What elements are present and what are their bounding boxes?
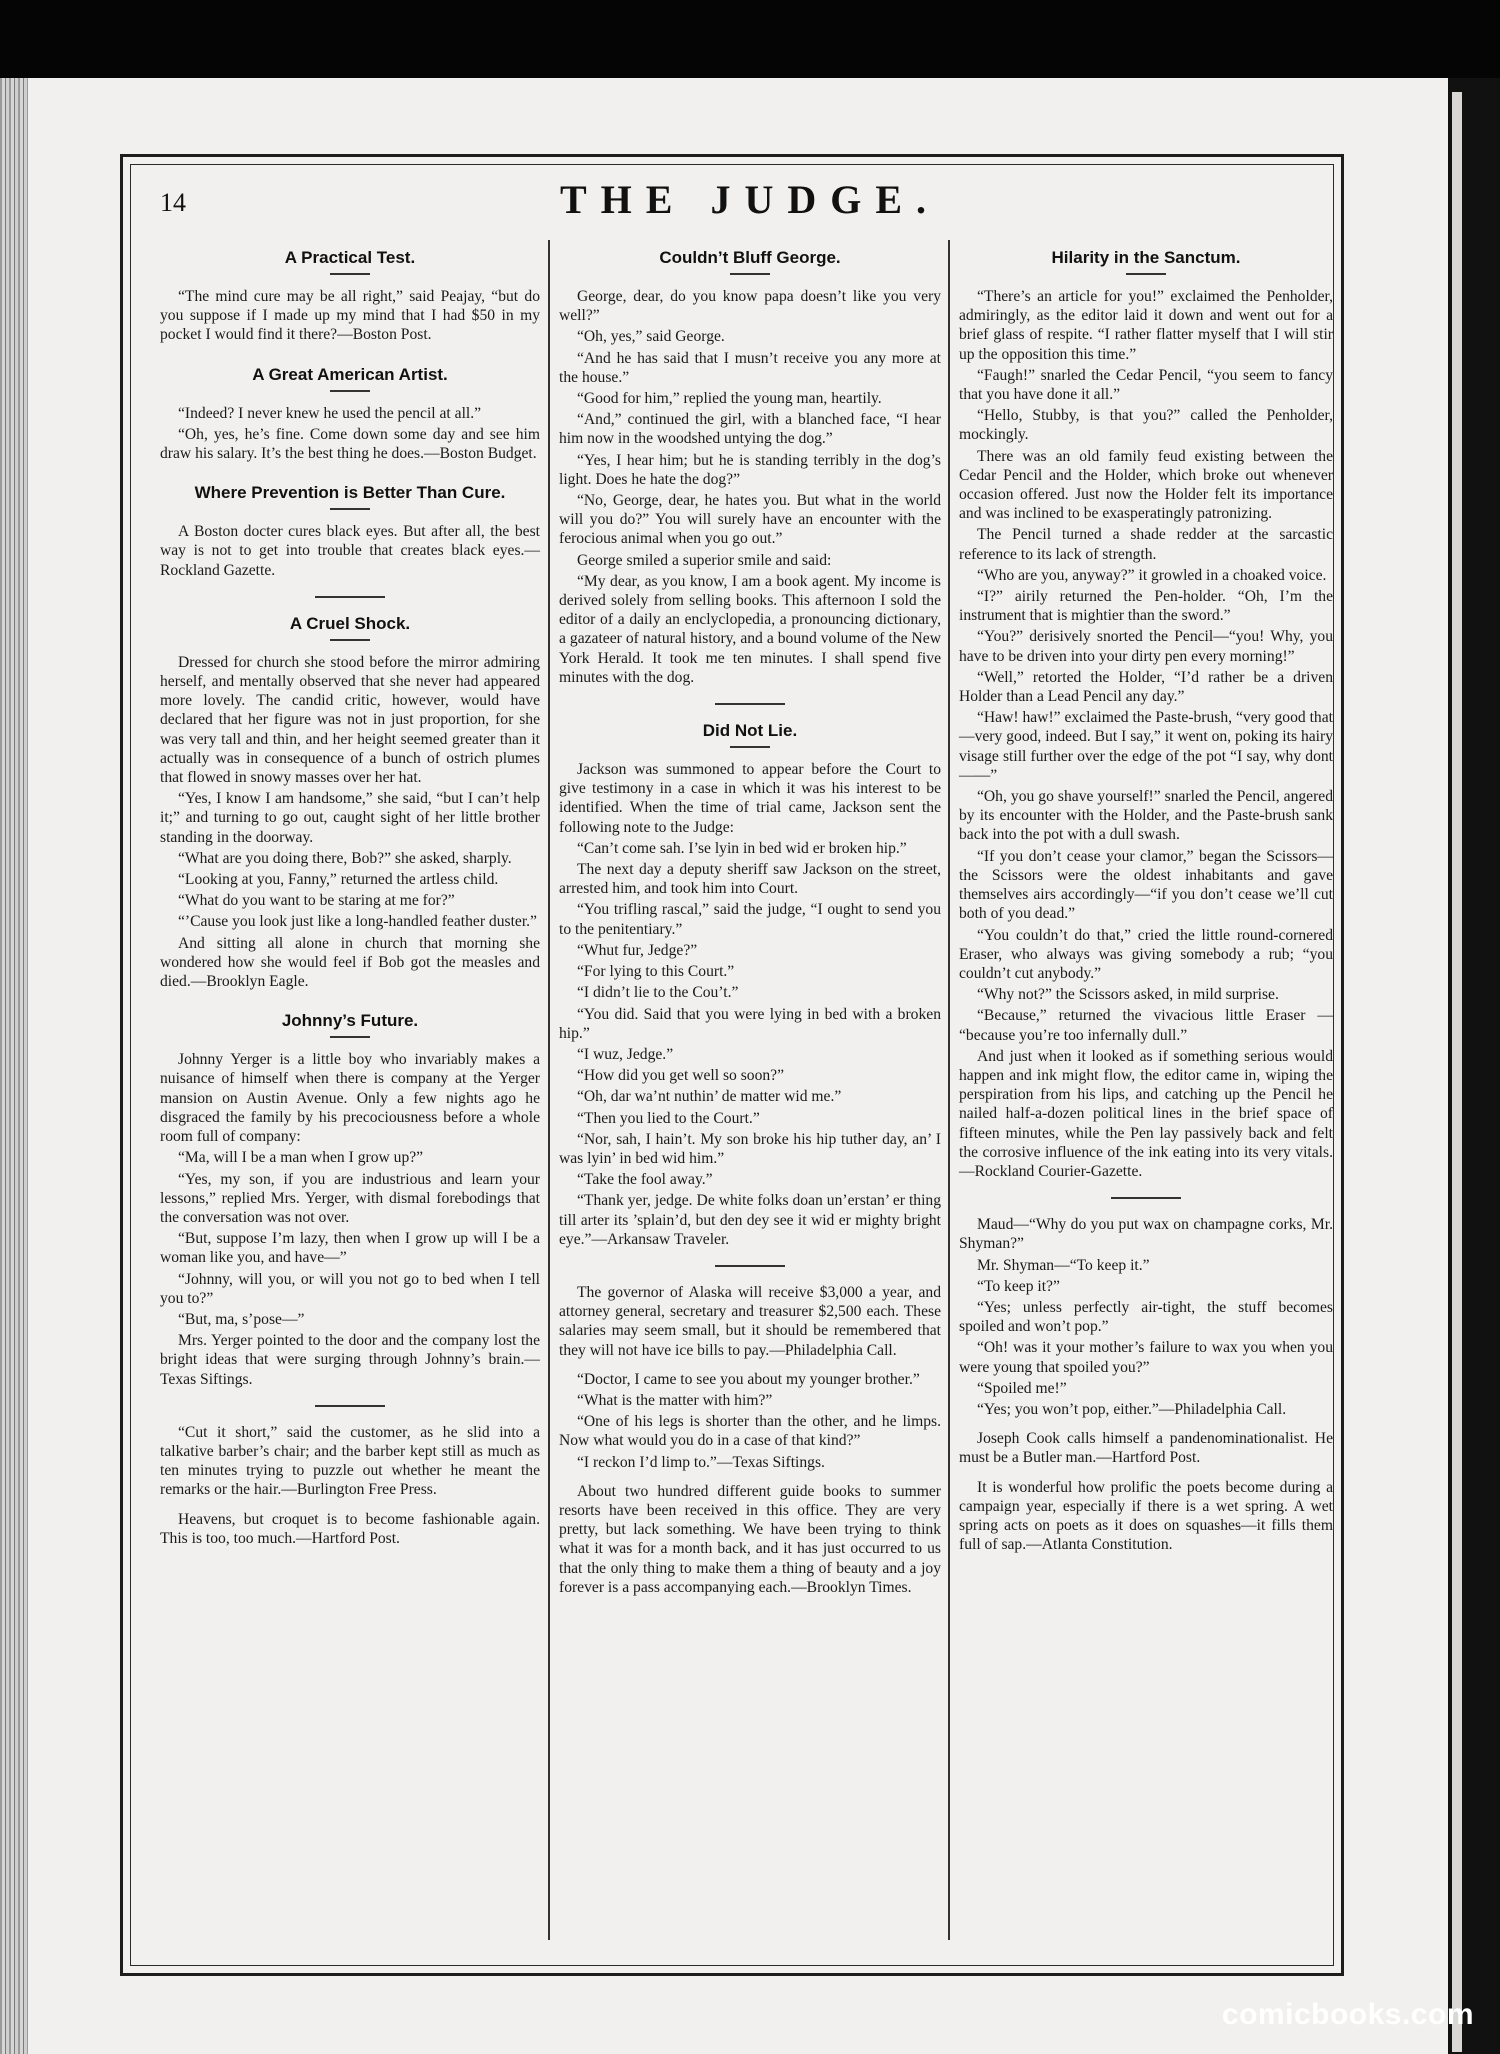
paragraph: Joseph Cook calls himself a pandenominationalist. He must be a Butler man.—Hartford Post.	[959, 1430, 1333, 1467]
paragraph: “I?” airily returned the Pen-holder. “Oh, I’m the instrument that is mightier than the sword.”	[959, 588, 1333, 625]
paragraph: “And,” continued the girl, with a blanched face, “I hear him now in the woodshed untying the dog.”	[559, 411, 941, 448]
paragraph: “Doctor, I came to see you about my younger brother.”	[577, 1370, 920, 1388]
paragraph: “Ma, will I be a man when I grow up?”	[178, 1149, 424, 1167]
paragraph: The governor of Alaska will receive $3,000 a year, and attorney general, secretary and treasurer $2,500 each. These salaries may seem small, but it should be remembered that they will not have ice bills to pay.—Philadelphia Call.	[559, 1283, 941, 1359]
article-title: A Cruel Shock.	[289, 613, 411, 633]
masthead-title: THE JUDGE.	[559, 177, 941, 222]
paragraph: “Haw! haw!” exclaimed the Paste-brush, “very good that—very good, indeed. But I say,” it went on, poking its hairy visage still further over the edge of the pot “I say, why dont——”	[959, 709, 1333, 784]
paragraph: “Yes, I know I am handsome,” she said, “but I can’t help it;” and turning to go out, caught sight of her little brother standing in the doorway.	[160, 790, 540, 846]
paragraph: “Can’t come sah. I’se lyin in bed wid er broken hip.”	[577, 839, 907, 857]
title-rule	[1126, 273, 1166, 275]
section-separator	[715, 703, 785, 705]
paragraph: Mr. Shyman—“To keep it.”	[977, 1256, 1150, 1274]
section-separator	[715, 1265, 785, 1267]
article-title: A Great American Artist.	[252, 364, 448, 384]
article-title: Johnny’s Future.	[281, 1011, 419, 1031]
article-title: Couldn’t Bluff George.	[659, 248, 841, 267]
paragraph: “Cut it short,” said the customer, as he slid into a talkative barber’s chair; and the barber kept still as much as ten minutes trying to puzzle out whether he meant the remarks or the hair.—Burlington Free Press.	[160, 1423, 540, 1499]
article-title: Did Not Lie.	[702, 721, 798, 741]
paragraph: And sitting all alone in church that morning she wondered how she would feel if Bob got the measles and died.—Brooklyn Eagle.	[160, 934, 540, 991]
section-separator	[1111, 1197, 1181, 1199]
paragraph: “Well,” retorted the Holder, “I’d rather be a driven Holder than a Lead Pencil any day.”	[959, 668, 1333, 706]
paragraph: “’Cause you look just like a long-handled feather duster.”	[178, 913, 537, 931]
paragraph: George, dear, do you know papa doesn’t like you very well?”	[559, 288, 941, 325]
paragraph: “How did you get well so soon?”	[577, 1067, 785, 1085]
paragraph: The Pencil turned a shade redder at the sarcastic reference to its lack of strength.	[959, 526, 1333, 563]
paragraph: “If you don’t cease your clamor,” began the Scissors—the Scissors were the oldest inhabitants and gave themselves airs accordingly—“if you don’t cease we’ll cut both of you dead.”	[959, 847, 1333, 923]
paragraph: “Why not?” the Scissors asked, in mild surprise.	[977, 986, 1279, 1004]
paragraph: And just when it looked as if something serious would happen and ink might flow, the editor came in, wiping the perspiration from his lips, and catching up the Pencil he nailed half-a-dozen political lines in the brief space of fifteen minutes, while the Pen lay passively back and felt the corrosive influence of the ink eating into its very vitals.—Rockland Courier-Gazette.	[959, 1047, 1333, 1180]
paragraph: “Thank yer, jedge. De white folks doan un’erstan’ er thing till arter its ’splain’d, but den dey see it wid er mighty bright eye.”—Arkansaw Traveler.	[559, 1192, 941, 1248]
paragraph: “Johnny, will you, or will you not go to bed when I tell you to?”	[160, 1270, 540, 1307]
binding-gutter	[0, 78, 28, 2054]
article-title: Where Prevention is Better Than Cure.	[194, 483, 506, 503]
paragraph: “What are you doing there, Bob?” she asked, sharply.	[178, 849, 512, 867]
paragraph: “Because,” returned the vivacious little Eraser — “because you’re too infernally dull.”	[959, 1007, 1333, 1044]
paragraph: “I didn’t lie to the Cou’t.”	[577, 984, 739, 1002]
title-rule	[730, 273, 770, 275]
paragraph: “You couldn’t do that,” cried the little round-cornered Eraser, who always was giving somebody a rub; “you couldn’t cut anybody.”	[959, 926, 1333, 982]
paragraph: “There’s an article for you!” exclaimed the Penholder, admiringly, as the editor laid it down and went out for a brief glass of respite. “I rather flatter myself that I will stir up the opposition this time.”	[959, 288, 1333, 363]
paragraph: “Yes; you won’t pop, either.”—Philadelphia Call.	[977, 1400, 1287, 1418]
paragraph: “And he has said that I musn’t receive you any more at the house.”	[559, 349, 941, 386]
paragraph: “For lying to this Court.”	[577, 963, 735, 981]
paragraph: The next day a deputy sheriff saw Jackson on the street, arrested him, and took him into Court.	[559, 861, 941, 898]
column-3	[959, 244, 1333, 1556]
site-watermark: comicbooks.com	[1221, 1998, 1474, 2031]
paragraph: “No, George, dear, he hates you. But what in the world will you do?” You will surely have an encounter with the ferocious animal when you go out.”	[559, 492, 941, 548]
section-separator	[315, 1405, 385, 1407]
paragraph: “The mind cure may be all right,” said Peajay, “but do you suppose if I made up my mind that I had $50 in my pocket I would find it there?—Boston Post.	[160, 288, 540, 344]
title-rule	[330, 273, 370, 275]
paragraph: “What do you want to be staring at me for?”	[178, 892, 455, 910]
paragraph: “Take the fool away.”	[577, 1171, 713, 1189]
paragraph: A Boston docter cures black eyes. But after all, the best way is not to get into trouble that creates black eyes.—Rockland Gazette.	[160, 523, 540, 579]
paragraph: “Oh, yes,” said George.	[577, 328, 725, 346]
paragraph: “Indeed? I never knew he used the pencil at all.”	[178, 404, 482, 422]
paragraph: “Good for him,” replied the young man, heartily.	[577, 390, 882, 408]
paragraph: About two hundred different guide books to summer resorts have been received in this office. They are very pretty, but lack something. We have been trying to think what it was for a month back, and it has just occurred to us that the only thing to make them a thing of beauty and a joy forever is a pass accompanying each.—Brooklyn Times.	[559, 1482, 941, 1596]
scan-top-border	[0, 0, 1500, 78]
paragraph: Dressed for church she stood before the mirror admiring herself, and mentally observed that she never had appeared more lovely. The candid critic, however, would have declared that her figure was not in just proportion, for she was very tall and thin, and her height seemed greater than it actually was in consequence of a bunch of ostrich plumes that flowed in snowy masses over her hat.	[160, 653, 540, 787]
paragraph: Johnny Yerger is a little boy who invariably makes a nuisance of himself when there is company at the Yerger mansion on Austin Avenue. Only a few nights ago he disgraced the family by his precociousness before a whole room full of company:	[160, 1051, 540, 1146]
paragraph: “Oh! was it your mother’s failure to wax you when you were young that spoiled you?”	[959, 1339, 1333, 1376]
paragraph: Jackson was summoned to appear before the Court to give testimony in a case in which it was his interest to be identified. When the time of trial came, Jackson sent the following note to the Judge:	[559, 761, 941, 836]
paragraph: “You trifling rascal,” said the judge, “I ought to send you to the penitentiary.”	[559, 901, 941, 938]
paragraph: “Yes; unless perfectly air-tight, the stuff becomes spoiled and won’t pop.”	[959, 1298, 1333, 1336]
title-rule	[330, 1036, 370, 1038]
title-rule	[730, 746, 770, 748]
paragraph: “Oh, yes, he’s fine. Come down some day and see him draw his salary. It’s the best thing he does.—Boston Budget.	[160, 425, 540, 463]
paragraph: “Whut fur, Jedge?”	[577, 941, 698, 959]
paragraph: “Hello, Stubby, is that you?” called the Penholder, mockingly.	[959, 407, 1333, 444]
column-rule-2	[948, 240, 950, 1940]
paragraph: “You did. Said that you were lying in bed with a broken hip.”	[559, 1005, 941, 1042]
paragraph: There was an old family feud existing between the Cedar Pencil and the Holder, which broke out whenever occasion offered. Just now the Holder felt its importance and was inclined to be exasperatingly patronizing.	[959, 447, 1333, 523]
section-separator	[315, 596, 385, 598]
article-title: A Practical Test.	[284, 248, 416, 267]
paragraph: George smiled a superior smile and said:	[577, 551, 832, 569]
column-2	[559, 244, 941, 1599]
paragraph: “Spoiled me!”	[977, 1379, 1067, 1397]
paragraph: “I wuz, Jedge.”	[577, 1045, 674, 1063]
paragraph: Heavens, but croquet is to become fashionable again. This is too, too much.—Hartford Post.	[160, 1510, 540, 1547]
paragraph: “Yes, I hear him; but he is standing terribly in the dog’s light. Does he hate the dog?”	[559, 451, 941, 488]
next-page-edge	[1452, 92, 1462, 2052]
paragraph: “You?” derisively snorted the Pencil—“you! Why, you have to be driven into your dirty pen every morning!”	[959, 628, 1333, 665]
column-rule-1	[548, 240, 550, 1940]
paragraph: “Faugh!” snarled the Cedar Pencil, “you seem to fancy that you have done it all.”	[959, 366, 1333, 404]
paragraph: Mrs. Yerger pointed to the door and the company lost the bright ideas that were surging through Johnny’s brain.—Texas Siftings.	[160, 1332, 540, 1388]
title-rule	[330, 639, 370, 641]
page-number: 14	[160, 188, 186, 217]
paragraph: “Nor, sah, I hain’t. My son broke his hip tuther day, an’ I was lyin’ in bed wid him.”	[559, 1130, 941, 1167]
title-rule	[330, 508, 370, 510]
paragraph: “Yes, my son, if you are industrious and learn your lessons,” replied Mrs. Yerger, with dismal forebodings that the conversation was not over.	[160, 1170, 540, 1226]
article-title: Hilarity in the Sanctum.	[1051, 248, 1241, 267]
paragraph: “But, ma, s’pose—”	[178, 1310, 305, 1328]
paragraph: “Then you lied to the Court.”	[577, 1109, 760, 1127]
paragraph: “Oh, dar wa’nt nuthin’ de matter wid me.”	[577, 1088, 842, 1106]
paragraph: “What is the matter with him?”	[577, 1391, 773, 1409]
paragraph: “Oh, you go shave yourself!” snarled the Pencil, angered by its encounter with the Holder, and the Paste-brush sank back into the pot with a dull swash.	[959, 788, 1333, 844]
paragraph: “Looking at you, Fanny,” returned the artless child.	[178, 871, 499, 889]
paragraph: “One of his legs is shorter than the other, and he limps. Now what would you do in a case of that kind?”	[559, 1413, 941, 1450]
paragraph: “To keep it?”	[977, 1277, 1060, 1295]
column-1	[160, 244, 540, 1550]
paragraph: “I reckon I’d limp to.”—Texas Siftings.	[577, 1453, 825, 1471]
paragraph: Maud—“Why do you put wax on champagne corks, Mr. Shyman?”	[959, 1216, 1333, 1253]
paragraph: “Who are you, anyway?” it growled in a choaked voice.	[977, 566, 1327, 584]
paragraph: “But, suppose I’m lazy, then when I grow up will I be a woman like you, and have—”	[160, 1230, 540, 1267]
title-rule	[330, 390, 370, 392]
paragraph: It is wonderful how prolific the poets become during a campaign year, especially if there is a wet spring. A wet spring acts on poets as it does on squashes—it fills them full of sap.—Atlanta Constitution.	[959, 1478, 1333, 1554]
paragraph: “My dear, as you know, I am a book agent. My income is derived solely from selling books. This afternoon I sold the editor of a daily an enclyclopedia, a pronouncing dictionary, a gazateer of natural history, and a bound volume of the New York Herald. It took me ten minutes. I shall spend five minutes with the dog.	[559, 572, 941, 686]
